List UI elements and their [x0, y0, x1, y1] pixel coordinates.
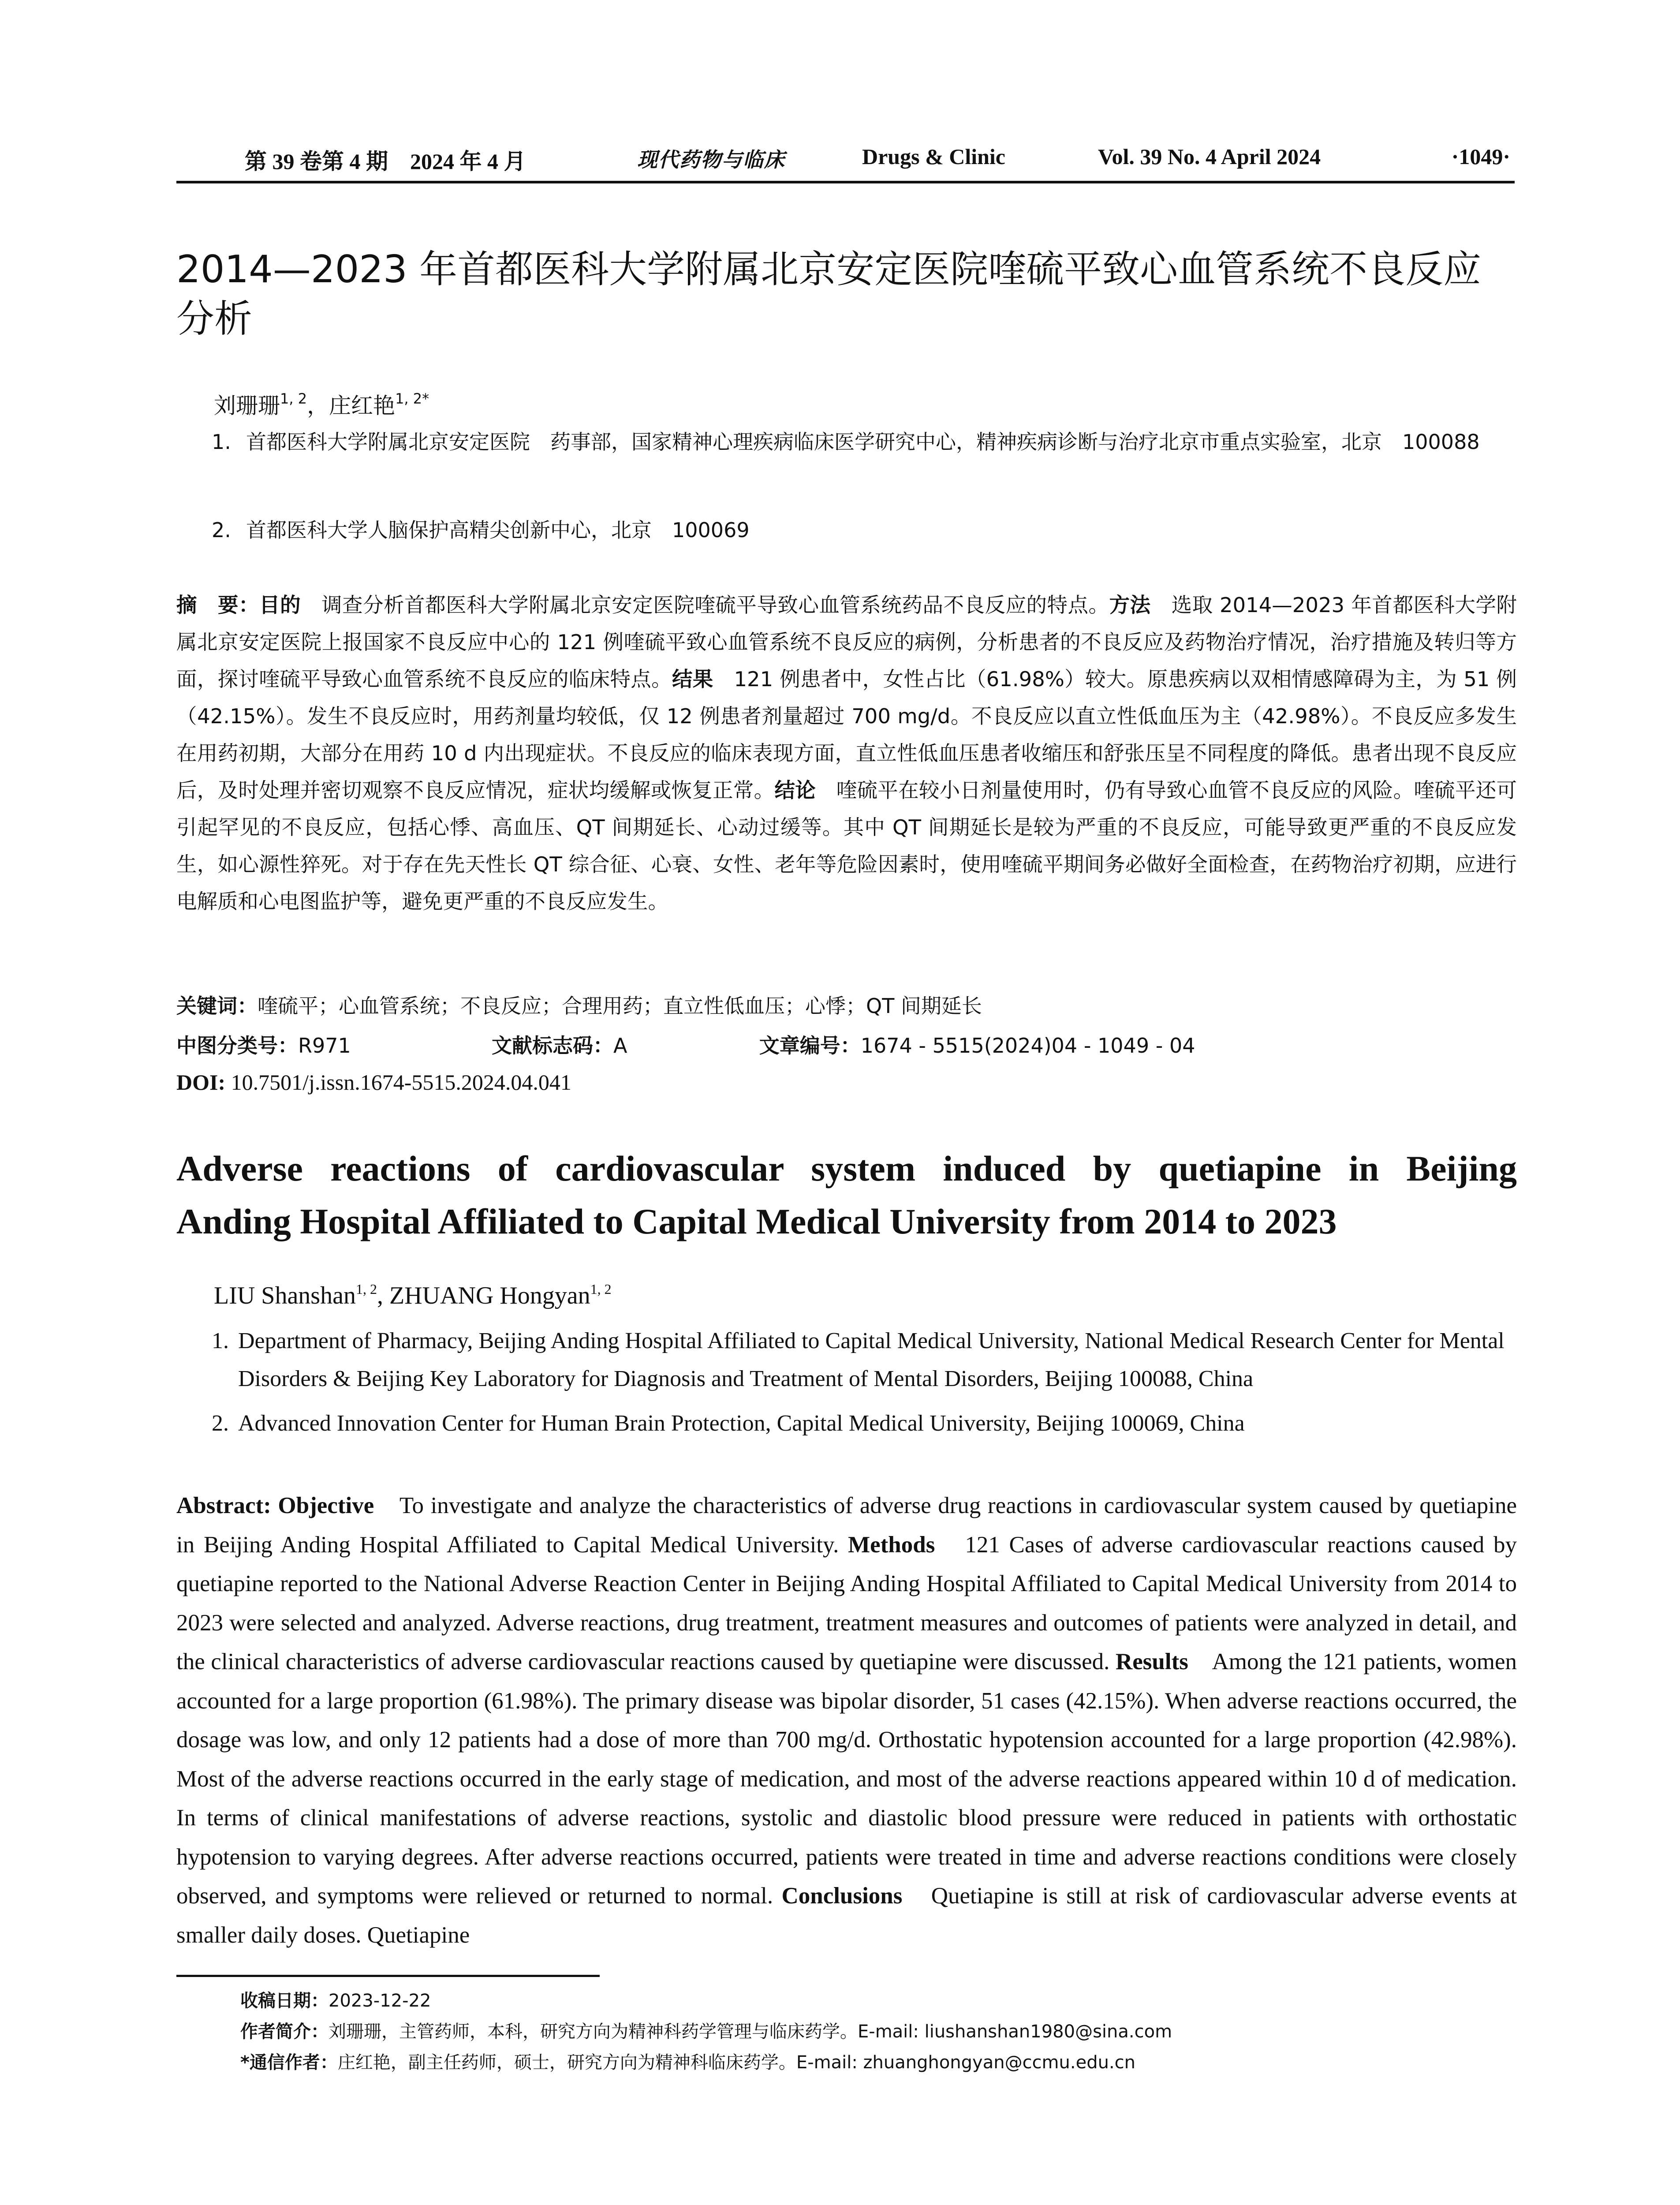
chinese-affiliation-1: [212, 423, 1516, 460]
header-journal-en: Drugs & Clinic: [862, 144, 1005, 169]
running-header: [176, 141, 1515, 183]
english-authors: [214, 1281, 612, 1310]
affiliation-text: 首都医科大学人脑保护高精尖创新中心，北京 100069: [246, 518, 750, 542]
english-title: [176, 1142, 1517, 1248]
english-title-line-2: Anding Hospital Affiliated to Capital Medical University from 2014 to 2023: [176, 1201, 1337, 1241]
abstract-methods: 121 Cases of adverse cardiovascular reactions caused by quetiapine reported to the National Adverse Reaction Center in Beijing Anding Hospital Affiliated to Capital Medical University from 2014 to 2023 were selected and analyzed. Adverse reactions, drug treatment, treatment measures and outcomes of patients were analyzed in detail, and the clinical characteristics of adverse cardiovascular reactions caused by quetiapine were discussed.: [176, 1532, 1517, 1674]
english-title-line-1: Adverse reactions of cardiovascular system induced by quetiapine in Beijing: [176, 1148, 1517, 1188]
affiliation-number: 1.: [212, 1328, 229, 1353]
classification-line: [176, 1030, 1195, 1059]
abstract-methods: 选取 2014—2023 年首都医科大学附属北京安定医院上报国家不良反应中心的 121 例喹硫平致心血管系统不良反应的病例，分析患者的不良反应及药物治疗情况，治疗措施及转归等方面，探讨喹硫平导致心血管系统不良反应的临床特点。: [176, 593, 1517, 691]
english-abstract: [176, 1486, 1517, 1955]
conclusion-label: Conclusions: [781, 1883, 903, 1909]
chinese-affiliation-2: [212, 512, 1516, 549]
author-separator: ,: [377, 1282, 389, 1309]
footnote-author-bio: [240, 2018, 1172, 2043]
doi-line: [176, 1069, 571, 1095]
footnote-divider: [176, 1975, 600, 1977]
author-separator: ，: [307, 393, 329, 419]
abstract-label: Abstract: Objective: [176, 1493, 374, 1518]
received-label: 收稿日期：: [240, 1991, 329, 2011]
affiliation-text: 首都医科大学附属北京安定医院 药事部，国家精神心理疾病临床医学研究中心，精神疾病诊断与治疗北京市重点实验室，北京 100088: [246, 430, 1480, 454]
affiliation-text: Advanced Innovation Center for Human Brain Protection, Capital Medical University, Beijing 100069, China: [238, 1411, 1245, 1436]
author-1: 刘珊珊: [214, 393, 280, 419]
english-affiliation-1: [212, 1322, 1517, 1398]
author-1-affil: 1, 2: [280, 390, 307, 407]
methods-label: 方法: [1109, 593, 1151, 617]
header-issue-cn: 第 39 卷第 4 期 2024 年 4 月: [245, 149, 526, 174]
author-1-affil: 1, 2: [355, 1281, 377, 1297]
conclusion-label: 结论: [774, 778, 816, 802]
author-2-affil: 1, 2: [590, 1281, 612, 1297]
chinese-authors: [214, 388, 429, 420]
author-2-affil: 1, 2*: [395, 390, 429, 407]
abstract-results: 121 例患者中，女性占比（61.98%）较大。原患疾病以双相情感障碍为主，为 51 例（42.15%）。发生不良反应时，用药剂量均较低，仅 12 例患者剂量超过 700 mg/d。不良反应以直立性低血压为主（42.98%）。不良反应多发生在用药初期，大部分在用药 10 d 内出现症状。不良反应的临床表现方面，直立性低血压患者收缩压和舒张压呈不同程度的降低。患者出现不良反应后，及时处理并密切观察不良反应情况，症状均缓解或恢复正常。: [176, 667, 1517, 802]
articleno-value: 1674 - 5515(2024)04 - 1049 - 04: [860, 1034, 1195, 1058]
abstract-conclusion: 喹硫平在较小日剂量使用时，仍有导致心血管不良反应的风险。喹硫平还可引起罕见的不良反应，包括心悸、高血压、QT 间期延长、心动过缓等。其中 QT 间期延长是较为严重的不良反应，可能导致更严重的不良反应发生，如心源性猝死。对于存在先天性长 QT 综合征、心衰、女性、老年等危险因素时，使用喹硫平期间务必做好全面检查，在药物治疗初期，应进行电解质和心电图监护等，避免更严重的不良反应发生。: [176, 778, 1517, 913]
articleno-label: 文章编号：: [759, 1034, 861, 1058]
chinese-abstract: [176, 587, 1517, 920]
abstract-objective: 调查分析首都医科大学附属北京安定医院喹硫平导致心血管系统药品不良反应的特点。: [301, 593, 1109, 617]
footnote-corresponding: [240, 2048, 1135, 2074]
affiliation-number: 2.: [212, 518, 231, 542]
author-2: ZHUANG Hongyan: [389, 1282, 590, 1309]
doccode-label: 文献标志码：: [492, 1034, 614, 1058]
clc-value: R971: [298, 1034, 351, 1058]
affiliation-text: Department of Pharmacy, Beijing Anding Hospital Affiliated to Capital Medical University, National Medical Research Center for Mental Disorders & Beijing Key Laboratory for Diagnosis and Treatment of Mental Disorders, Beijing 100088, China: [238, 1328, 1505, 1391]
footnote-received: [240, 1987, 431, 2012]
abstract-conclusion: Quetiapine is still at risk of cardiovascular adverse events at smaller daily doses. Quetiapine: [176, 1883, 1517, 1948]
english-affiliation-2: [212, 1405, 1517, 1443]
header-journal-cn: 现代药物与临床: [637, 148, 785, 172]
abstract-label: 摘 要：目的: [176, 593, 301, 617]
corresponding-label: *通信作者：: [240, 2052, 338, 2073]
chinese-title: 2014—2023 年首都医科大学附属北京安定医院喹硫平致心血管系统不良反应分析: [176, 247, 1482, 341]
doi-label: DOI:: [176, 1070, 226, 1095]
corresponding-text: 庄红艳，副主任药师，硕士，研究方向为精神科临床药学。E-mail: zhuanghongyan@ccmu.edu.cn: [337, 2052, 1136, 2073]
author-1: LIU Shanshan: [214, 1282, 356, 1309]
header-issue-en: Vol. 39 No. 4 April 2024: [1098, 144, 1321, 169]
bio-label: 作者简介：: [240, 2022, 329, 2042]
bio-text: 刘珊珊，主管药师，本科，研究方向为精神科药学管理与临床药学。E-mail: liushanshan1980@sina.com: [329, 2022, 1172, 2042]
results-label: 结果: [672, 667, 713, 691]
results-label: Results: [1115, 1649, 1188, 1674]
keywords: 喹硫平；心血管系统；不良反应；合理用药；直立性低血压；心悸；QT 间期延长: [258, 994, 982, 1018]
keywords-line: [176, 990, 982, 1019]
author-2: 庄红艳: [329, 393, 396, 419]
abstract-objective: To investigate and analyze the characteristics of adverse drug reactions in cardiovascular system caused by quetiapine in Beijing Anding Hospital Affiliated to Capital Medical University.: [176, 1493, 1517, 1558]
methods-label: Methods: [848, 1532, 935, 1558]
affiliation-number: 1.: [212, 430, 231, 454]
clc-label: 中图分类号：: [176, 1034, 298, 1058]
doi-value: 10.7501/j.issn.1674-5515.2024.04.041: [225, 1070, 571, 1095]
keywords-label: 关键词：: [176, 994, 258, 1018]
received-date: 2023-12-22: [329, 1991, 431, 2011]
header-page-number: ·1049·: [1451, 144, 1510, 169]
affiliation-number: 2.: [212, 1411, 229, 1436]
doccode-value: A: [613, 1034, 627, 1058]
abstract-results: Among the 121 patients, women accounted for a large proportion (61.98%). The primary disease was bipolar disorder, 51 cases (42.15%). When adverse reactions occurred, the dosage was low, and only 12 patients had a dose of more than 700 mg/d. Orthostatic hypotension accounted for a large proportion (42.98%). Most of the adverse reactions occurred in the early stage of medication, and most of the adverse reactions appeared within 10 d of medication. In terms of clinical manifestations of adverse reactions, systolic and diastolic blood pressure were reduced in patients with orthostatic hypotension to varying degrees. After adverse reactions occurred, patients were treated in time and adverse reactions conditions were closely observed, and symptoms were relieved or returned to normal.: [176, 1649, 1517, 1909]
